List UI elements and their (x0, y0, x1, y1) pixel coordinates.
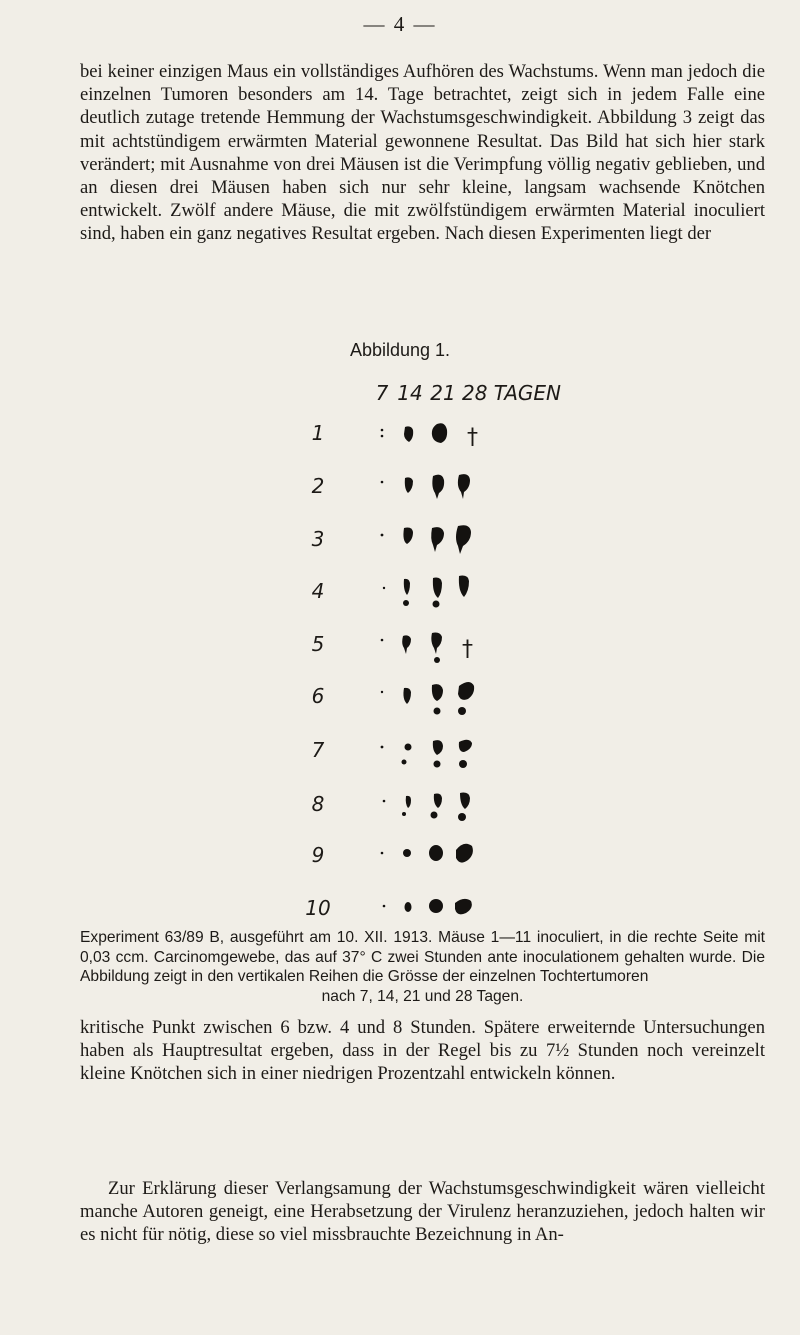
row-label-7: 7 (311, 738, 325, 762)
paragraph-bottom-1: kritische Punkt zwischen 6 bzw. 4 und 8 Stunden. Spätere erweiternde Untersuchungen haben als Hauptresultat ergeben, dass in der Regel bis zu 7½ Stunden noch vereinzelt kleine Knötchen sich in einer niedrigen Prozentzahl entwickeln können. (80, 1017, 765, 1085)
row-label-1: 1 (311, 421, 325, 445)
caption-last-line: nach 7, 14, 21 und 28 Tagen. (321, 987, 524, 1005)
page-number: — 4 — (363, 12, 437, 36)
paragraph-bottom-2: Zur Erklärung dieser Verlangsamung der Wachstumsgeschwindigkeit wären vielleicht manche Autoren geneigt, eine Herabsetzung der Virulenz heranzuziehen, jedoch halten wir es nicht für nötig, diese so viel missbrauchte Bezeichnung in An- (80, 1178, 765, 1246)
row-label-2: 2 (311, 474, 325, 498)
row-label-3: 3 (311, 527, 325, 551)
row-label-9: 9 (311, 843, 325, 867)
death-mark-5: † (462, 637, 473, 662)
paragraph-top: bei keiner einzigen Maus ein vollständiges Aufhören des Wachstums. Wenn man jedoch die einzelnen Tumoren besonders am 14. Tage betrachtet, zeigt sich in jedem Falle eine deutlich zutage tretende Hemmung der Wachstumsgeschwindigkeit. Abbildung 3 zeigt das mit achtstündigem erwärmten Material gewonnene Resultat. Das Bild hat sich hier stark verändert; mit Ausnahme von drei Mäusen ist die Verimpfung völlig negativ geblieben, und an diesen drei Mäusen haben sich nur sehr kleine, langsam wachsende Knötchen entwickelt. Zwölf andere Mäuse, die mit zwölfstündigem erwärmten Material inoculiert sind, haben ein ganz negatives Resultat ergeben. Nach diesen Experimenten liegt der (80, 61, 765, 245)
column-header-14: 14 (397, 381, 423, 405)
death-mark-1: † (467, 425, 478, 450)
row-label-4: 4 (311, 579, 325, 603)
row-label-8: 8 (311, 792, 325, 816)
column-header-28-tagen: 28 TAGEN (462, 381, 561, 405)
figure-title: Abbildung 1. (349, 340, 451, 360)
column-header-7: 7 (375, 381, 389, 405)
row-label-5: 5 (311, 632, 325, 656)
tumor-drawings (381, 423, 475, 914)
column-header-21: 21 (430, 381, 456, 405)
caption-main: Experiment 63/89 B, ausgeführt am 10. XII. 1913. Mäuse 1—11 inoculiert, in die rechte Seite mit 0,03 ccm. Carcinomgewebe, das auf 37° C zwei Stunden ante inoculationem gehalten wurde. Die Abbildung zeigt in den vertikalen Reihen die Grösse der einzelnen Tochtertumoren (80, 929, 765, 985)
row-labels (305, 421, 330, 920)
row-label-6: 6 (311, 684, 325, 708)
figure-caption (80, 928, 765, 1006)
row-label-10: 10 (305, 896, 331, 920)
